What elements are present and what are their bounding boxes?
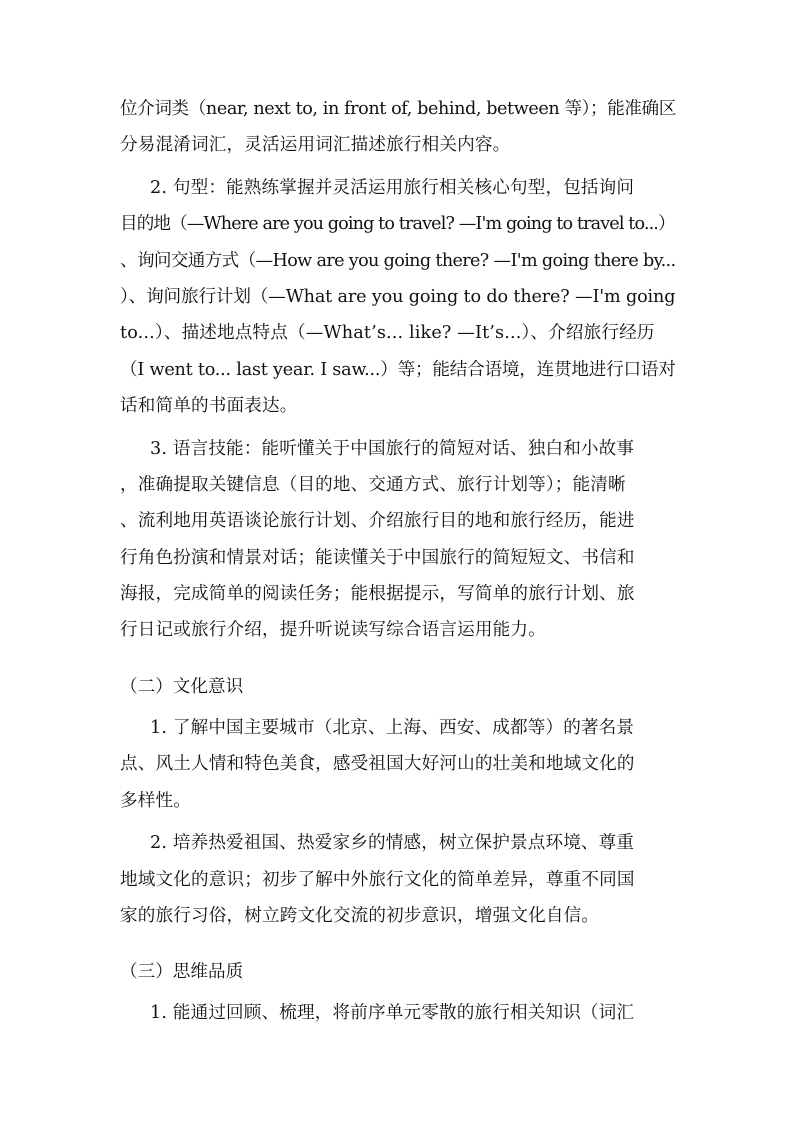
text-line: 家的旅行习俗，树立跨文化交流的初步意识，增强文化自信。 [120, 906, 600, 926]
text-line: ）、询问旅行计划（—What are you going to do there? —I'm going [120, 287, 676, 307]
text-line: 分易混淆词汇，灵活运用词汇描述旅行相关内容。 [120, 135, 511, 155]
text-line: ，准确提取关键信息（目的地、交通方式、旅行计划等）；能清晰 [120, 475, 626, 495]
text-line: 位介词类（near, next to, in front of, behind, between 等）；能准确区 [120, 99, 676, 119]
text-line: 多样性。 [120, 791, 191, 811]
text-line: 话和简单的书面表达。 [120, 396, 298, 416]
section-heading: （三）思维品质 [120, 962, 244, 982]
text-line: 、流利地用英语谈论旅行计划、介绍旅行目的地和旅行经历，能进 [120, 511, 635, 531]
text-line: 海报，完成简单的阅读任务；能根据提示，写简单的旅行计划、旅 [120, 584, 635, 604]
text-line: 3. 语言技能：能听懂关于中国旅行的简短对话、独白和小故事 [150, 439, 635, 459]
text-line: to...）、描述地点特点（—What’s... like? —It’s...）、介绍旅行经历 [120, 323, 655, 343]
section-heading: （二）文化意识 [120, 677, 244, 697]
text-line: 行日记或旅行介绍，提升听说读写综合语言运用能力。 [120, 620, 546, 640]
text-line: 目的地（—Where are you going to travel? —I'm going to travel to...） [120, 214, 675, 234]
text-line: 1. 了解中国主要城市（北京、上海、西安、成都等）的著名景 [150, 718, 635, 738]
text-line: （I went to... last year. I saw...）等；能结合语境，连贯地进行口语对 [120, 360, 676, 380]
text-line: 、询问交通方式（—How are you going there? —I'm going there by... [120, 251, 676, 271]
text-line: 1. 能通过回顾、梳理，将前序单元零散的旅行相关知识（词汇 [150, 1003, 635, 1023]
text-line: 2. 句型：能熟练掌握并灵活运用旅行相关核心句型，包括询问 [150, 178, 635, 198]
text-line: 点、风土人情和特色美食，感受祖国大好河山的壮美和地域文化的 [120, 754, 635, 774]
text-line: 地域文化的意识；初步了解中外旅行文化的简单差异，尊重不同国 [120, 870, 635, 890]
text-line: 行角色扮演和情景对话；能读懂关于中国旅行的简短短文、书信和 [120, 548, 635, 568]
text-line: 2. 培养热爱祖国、热爱家乡的情感，树立保护景点环境、尊重 [150, 833, 635, 853]
